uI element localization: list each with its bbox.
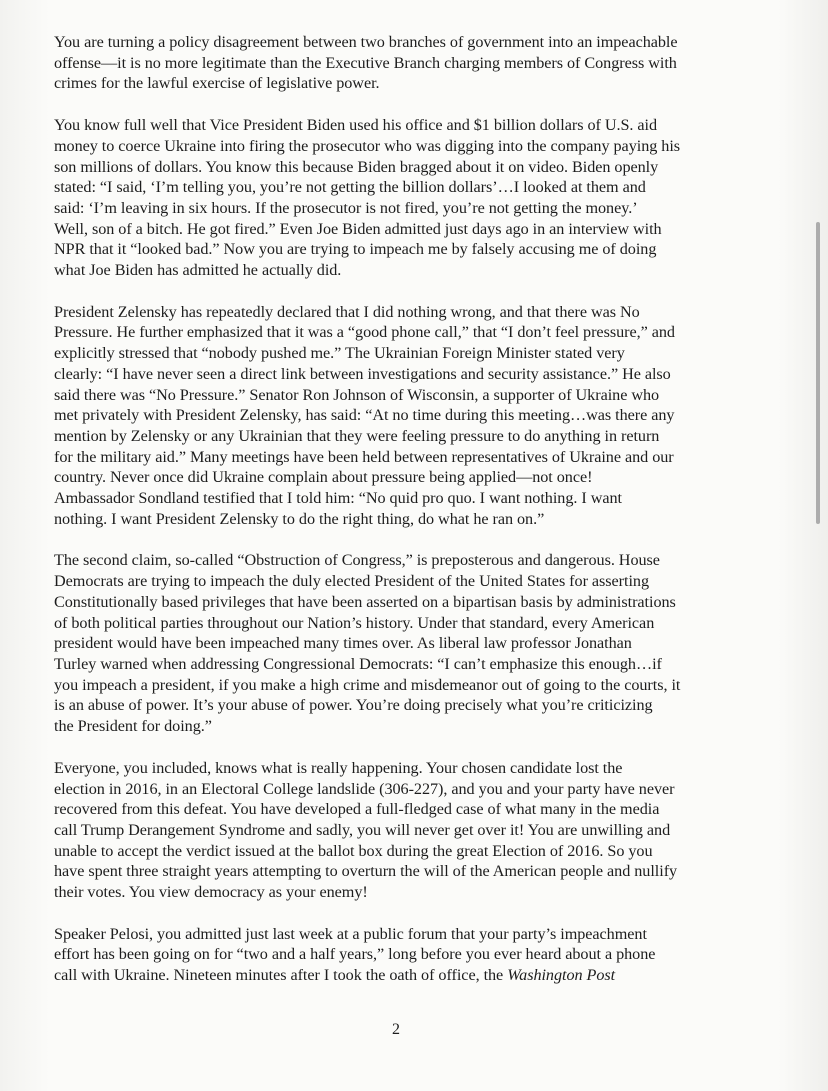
text-line-start: call with Ukraine. Nineteen minutes after I took the oath of office, the xyxy=(54,966,508,985)
text-line: son millions of dollars. You know this because Biden bragged about it on video. Biden openly xyxy=(54,157,659,176)
text-line: You are turning a policy disagreement between two branches of government into an impeachable xyxy=(54,33,678,51)
text-line: Democrats are trying to impeach the duly elected President of the United States for asserting xyxy=(54,572,649,591)
text-line: the President for doing.” xyxy=(54,717,212,736)
letter-body xyxy=(54,32,754,1007)
text-line: money to coerce Ukraine into firing the prosecutor who was digging into the company paying his xyxy=(54,136,681,155)
text-line xyxy=(54,965,754,986)
text-line: offense—it is no more legitimate than the Executive Branch charging members of Congress with xyxy=(54,53,677,72)
text-line: nothing. I want President Zelensky to do the right thing, do what he ran on.” xyxy=(54,509,545,528)
text-line: Speaker Pelosi, you admitted just last week at a public forum that your party’s impeachment xyxy=(54,924,647,943)
italic-publication-name: Washington Post xyxy=(507,966,616,985)
text-line: their votes. You view democracy as your enemy! xyxy=(54,883,368,902)
text-line: Turley warned when addressing Congressional Democrats: “I can’t emphasize this enough…if xyxy=(54,654,662,673)
vertical-scrollbar-track[interactable] xyxy=(817,0,825,1091)
text-line: call Trump Derangement Syndrome and sadly, you will never get over it! You are unwilling and xyxy=(54,820,671,839)
text-line: President Zelensky has repeatedly declared that I did nothing wrong, and that there was No xyxy=(54,302,640,321)
text-line: president would have been impeached many times over. As liberal law professor Jonathan xyxy=(54,634,632,653)
paragraph-3 xyxy=(54,302,754,530)
text-line: you impeach a president, if you make a high crime and misdemeanor out of going to the courts, it xyxy=(54,675,681,694)
vertical-scrollbar-thumb[interactable] xyxy=(816,222,820,524)
text-line: explicitly stressed that “nobody pushed me.” The Ukrainian Foreign Minister stated very xyxy=(54,344,625,363)
text-line: The second claim, so-called “Obstruction of Congress,” is preposterous and dangerous. House xyxy=(54,551,660,570)
text-line: Pressure. He further emphasized that it was a “good phone call,” that “I don’t feel pressure,” and xyxy=(54,323,675,342)
text-line: election in 2016, in an Electoral College landslide (306-227), and you and your party have never xyxy=(54,779,675,798)
text-line: NPR that it “looked bad.” Now you are trying to impeach me by falsely accusing me of doing xyxy=(54,240,657,259)
text-line: met privately with President Zelensky, has said: “At no time during this meeting…was there any xyxy=(54,406,675,425)
text-line: Everyone, you included, knows what is really happening. Your chosen candidate lost the xyxy=(54,758,623,777)
text-line: crimes for the lawful exercise of legislative power. xyxy=(54,74,380,93)
text-line: effort has been going on for “two and a half years,” long before you ever heard about a phone xyxy=(54,945,656,964)
text-line: You know full well that Vice President Biden used his office and $1 billion dollars of U.S. aid xyxy=(54,116,658,135)
text-line: mention by Zelensky or any Ukrainian that they were feeling pressure to do anything in return xyxy=(54,426,660,445)
paragraph-5 xyxy=(54,758,754,903)
paragraph-4 xyxy=(54,550,754,736)
text-line: of both political parties throughout our Nation’s history. Under that standard, every American xyxy=(54,613,655,632)
paragraph-1 xyxy=(54,32,754,94)
text-line: is an abuse of power. It’s your abuse of power. You’re doing precisely what you’re criticizing xyxy=(54,696,653,715)
text-line: what Joe Biden has admitted he actually did. xyxy=(54,261,342,280)
text-line: Well, son of a bitch. He got fired.” Even Joe Biden admitted just days ago in an interview with xyxy=(54,219,662,238)
text-line: Constitutionally based privileges that have been asserted on a bipartisan basis by administrations xyxy=(54,592,676,611)
paragraph-2 xyxy=(54,115,754,281)
text-line: said: ‘I’m leaving in six hours. If the prosecutor is not fired, you’re not getting the money.’ xyxy=(54,198,638,217)
text-line: for the military aid.” Many meetings have been held between representatives of Ukraine and our xyxy=(54,447,674,466)
text-line: country. Never once did Ukraine complain about pressure being applied—not once! xyxy=(54,468,593,487)
text-line: clearly: “I have never seen a direct link between investigations and security assistance.” He also xyxy=(54,364,671,383)
text-line: unable to accept the verdict issued at the ballot box during the great Election of 2016. So you xyxy=(54,841,653,860)
text-line: have spent three straight years attempting to overturn the will of the American people and nullify xyxy=(54,862,678,881)
paragraph-6 xyxy=(54,924,754,986)
text-line: stated: “I said, ‘I’m telling you, you’re not getting the billion dollars’…I looked at them and xyxy=(54,178,646,197)
text-line: recovered from this defeat. You have developed a full-fledged case of what many in the media xyxy=(54,800,660,819)
text-line: said there was “No Pressure.” Senator Ron Johnson of Wisconsin, a supporter of Ukraine who xyxy=(54,385,660,404)
text-line: Ambassador Sondland testified that I told him: “No quid pro quo. I want nothing. I want xyxy=(54,489,622,508)
page-number: 2 xyxy=(392,1021,400,1038)
